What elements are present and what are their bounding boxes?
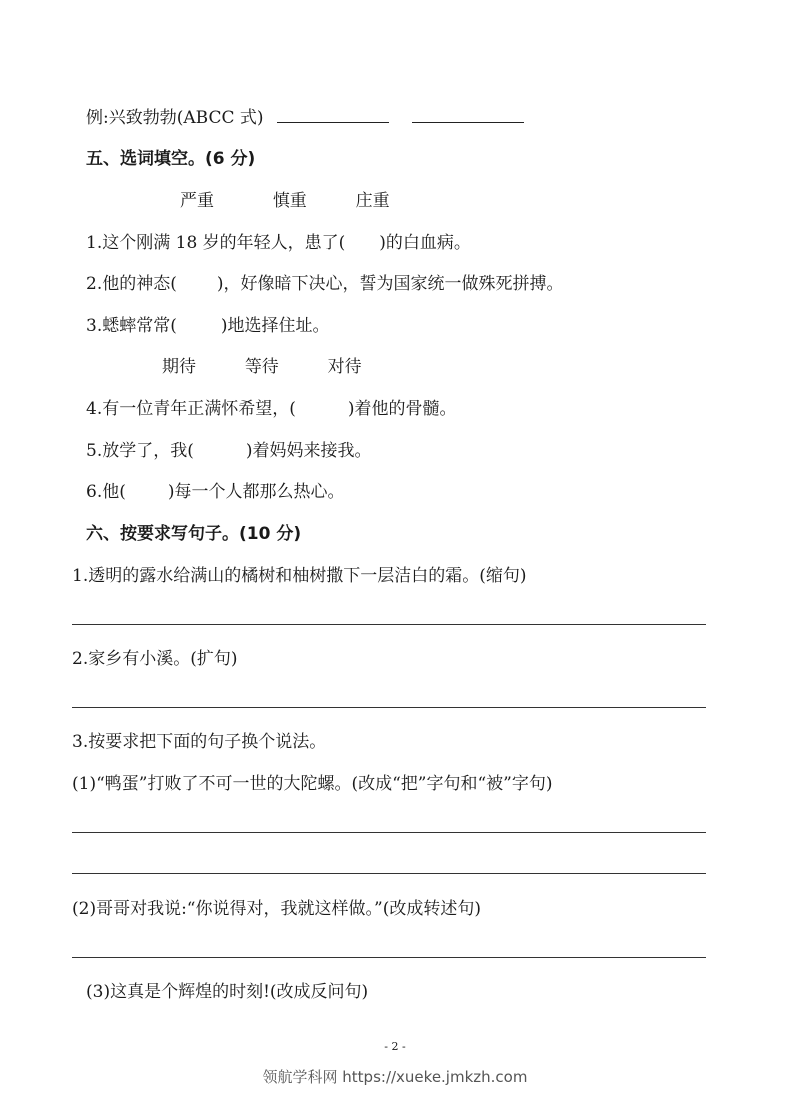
word-choice: 期待: [162, 357, 196, 377]
question-text: 4.有一位青年正满怀希望，(: [86, 399, 296, 419]
sentence-3-3: (3)这真是个辉煌的时刻!(改成反问句): [86, 982, 369, 1002]
word-choices-2: [162, 355, 362, 379]
question-1: [86, 231, 471, 255]
question-text: )的白血病。: [379, 233, 471, 253]
question-5: [86, 439, 372, 463]
word-choice: 庄重: [355, 191, 390, 211]
question-text: )着他的骨髓。: [347, 399, 457, 419]
section5-title: 五、选词填空。(6 分): [86, 149, 256, 169]
question-text: )，好像暗下决心，誓为国家统一做殊死拼搏。: [216, 274, 564, 294]
question-text: 3.蟋蟀常常(: [86, 316, 177, 336]
question-text: 6.他(: [86, 482, 126, 502]
word-choice: 等待: [244, 357, 279, 377]
word-choice: 慎重: [272, 191, 307, 211]
question-6: [86, 480, 345, 504]
sentence-1: 1.透明的露水给满山的橘树和柚树撒下一层洁白的霜。(缩句): [72, 566, 527, 586]
question-2: [86, 272, 564, 296]
question-text: 1.这个刚满 18 岁的年轻人，患了(: [86, 233, 346, 253]
question-3: [86, 314, 330, 338]
example-line: [86, 106, 524, 130]
question-text: )地选择住址。: [220, 316, 330, 336]
answer-blank-2[interactable]: [412, 108, 524, 123]
answer-line[interactable]: [72, 624, 706, 625]
word-choice: 对待: [327, 357, 362, 377]
word-choices-1: [180, 189, 390, 213]
sentence-3-2: (2)哥哥对我说:“你说得对，我就这样做。”(改成转述句): [72, 899, 481, 919]
answer-line[interactable]: [72, 832, 706, 833]
question-text: 5.放学了，我(: [86, 441, 194, 461]
sentence-2: 2.家乡有小溪。(扩句): [72, 649, 238, 669]
question-text: 2.他的神态(: [86, 274, 177, 294]
sentence-3-1: (1)“鸭蛋”打败了不可一世的大陀螺。(改成“把”字句和“被”字句): [72, 774, 553, 794]
sentence-3: 3.按要求把下面的句子换个说法。: [72, 732, 327, 752]
word-choice: 严重: [180, 191, 214, 211]
question-text: )着妈妈来接我。: [245, 441, 372, 461]
answer-line[interactable]: [72, 707, 706, 708]
section6-title: 六、按要求写句子。(10 分): [86, 524, 302, 544]
footer-watermark: 领航学科网 https://xueke.jmkzh.com: [262, 1068, 528, 1086]
answer-line[interactable]: [72, 873, 706, 874]
answer-blank-1[interactable]: [277, 108, 389, 123]
answer-line[interactable]: [72, 957, 706, 958]
page-number: - 2 -: [384, 1040, 406, 1053]
question-4: [86, 397, 457, 421]
question-text: )每一个人都那么热心。: [167, 482, 345, 502]
example-text: 例:兴致勃勃(ABCC 式): [86, 108, 264, 128]
